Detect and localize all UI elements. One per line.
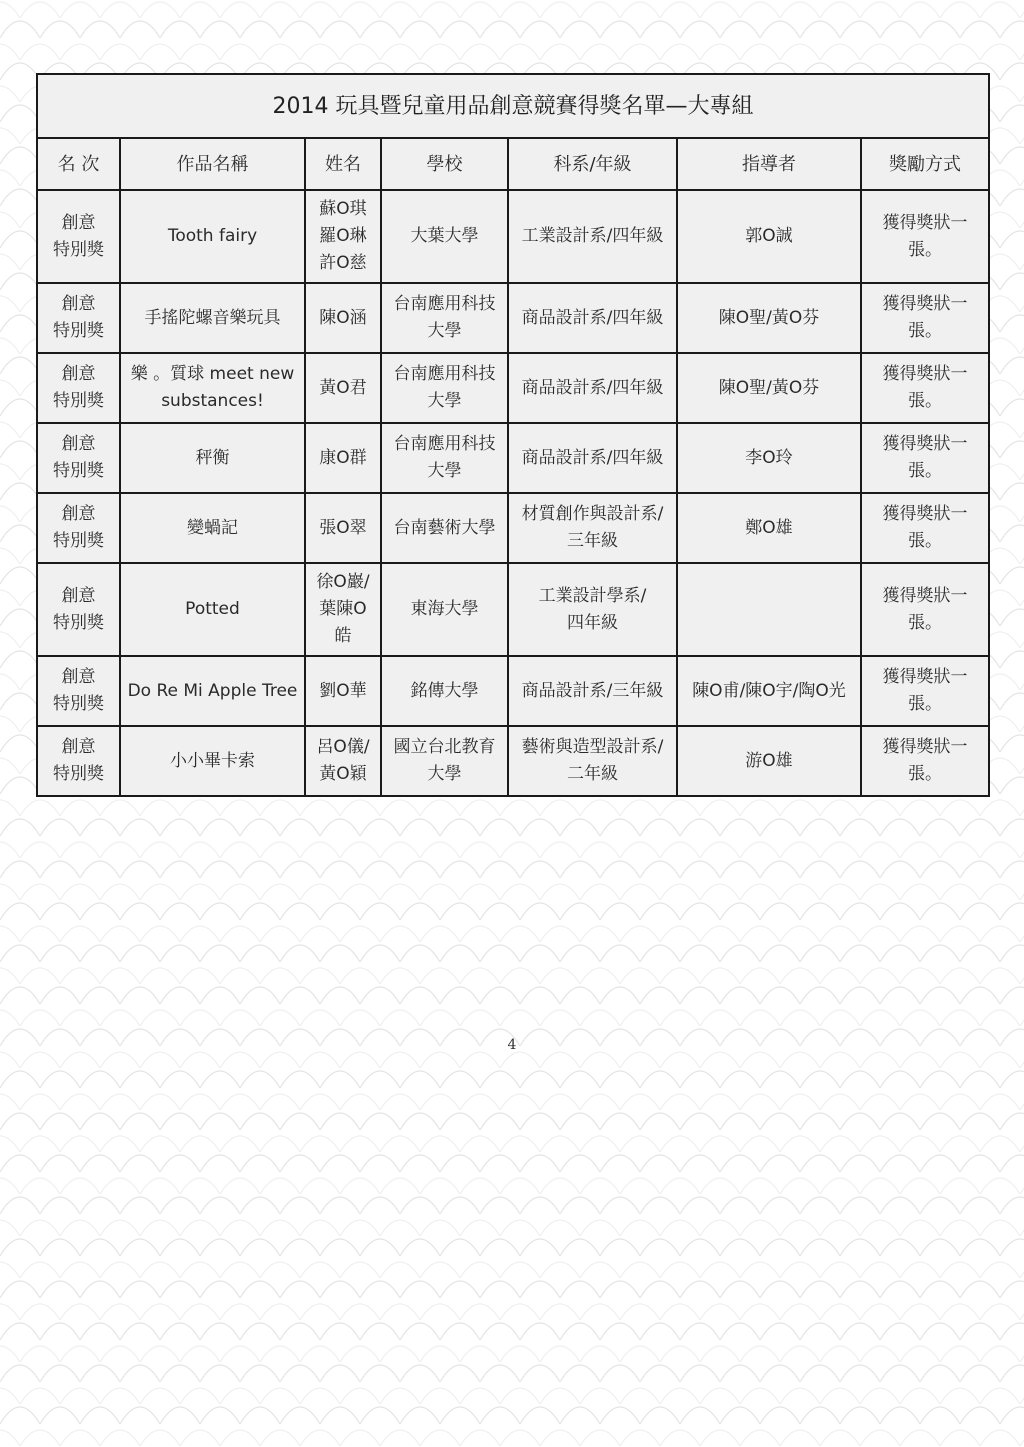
department-cell: 商品設計系/四年級 (508, 353, 677, 423)
header-name: 姓名 (305, 138, 381, 190)
advisor-cell: 鄭O雄 (677, 493, 861, 563)
rank-cell: 創意 特別獎 (37, 353, 120, 423)
reward-cell: 獲得獎狀一 張。 (861, 563, 989, 656)
reward-cell: 獲得獎狀一 張。 (861, 283, 989, 353)
advisor-cell: 陳O聖/黃O芬 (677, 283, 861, 353)
header-work: 作品名稱 (120, 138, 305, 190)
rank-cell: 創意 特別獎 (37, 656, 120, 726)
department-cell: 工業設計系/四年級 (508, 190, 677, 283)
school-cell: 銘傳大學 (381, 656, 508, 726)
reward-cell: 獲得獎狀一 張。 (861, 493, 989, 563)
work-title-cell: 秤衡 (120, 423, 305, 493)
student-name-cell: 陳O涵 (305, 283, 381, 353)
department-cell: 藝術與造型設計系/ 二年級 (508, 726, 677, 796)
department-cell: 材質創作與設計系/ 三年級 (508, 493, 677, 563)
header-department: 科系/年級 (508, 138, 677, 190)
department-cell: 商品設計系/四年級 (508, 283, 677, 353)
header-advisor: 指導者 (677, 138, 861, 190)
advisor-cell: 郭O誠 (677, 190, 861, 283)
table-row (37, 493, 989, 563)
advisor-cell (677, 563, 861, 656)
school-cell: 東海大學 (381, 563, 508, 656)
reward-cell: 獲得獎狀一 張。 (861, 353, 989, 423)
student-name-cell: 張O翠 (305, 493, 381, 563)
work-title-cell: Tooth fairy (120, 190, 305, 283)
reward-cell: 獲得獎狀一 張。 (861, 726, 989, 796)
advisor-cell: 游O雄 (677, 726, 861, 796)
table-row (37, 656, 989, 726)
header-row (37, 138, 989, 190)
work-title-cell: 樂 。質球 meet new substances! (120, 353, 305, 423)
student-name-cell: 康O群 (305, 423, 381, 493)
header-school: 學校 (381, 138, 508, 190)
page-number: 4 (507, 1037, 517, 1053)
student-name-cell: 劉O華 (305, 656, 381, 726)
reward-cell: 獲得獎狀一 張。 (861, 423, 989, 493)
school-cell: 台南應用科技 大學 (381, 283, 508, 353)
table-row (37, 563, 989, 656)
advisor-cell: 李O玲 (677, 423, 861, 493)
school-cell: 台南藝術大學 (381, 493, 508, 563)
header-rank: 名 次 (37, 138, 120, 190)
rank-cell: 創意 特別獎 (37, 283, 120, 353)
reward-cell: 獲得獎狀一 張。 (861, 190, 989, 283)
student-name-cell: 呂O儀/ 黃O穎 (305, 726, 381, 796)
advisor-cell: 陳O聖/黃O芬 (677, 353, 861, 423)
work-title-cell: Do Re Mi Apple Tree (120, 656, 305, 726)
table-row (37, 353, 989, 423)
rank-cell: 創意 特別獎 (37, 423, 120, 493)
work-title-cell: Potted (120, 563, 305, 656)
award-table (36, 73, 990, 797)
header-reward: 獎勵方式 (861, 138, 989, 190)
table-row (37, 283, 989, 353)
table-title: 2014 玩具暨兒童用品創意競賽得獎名單—大專組 (37, 74, 989, 138)
rank-cell: 創意 特別獎 (37, 563, 120, 656)
table-row (37, 423, 989, 493)
school-cell: 國立台北教育 大學 (381, 726, 508, 796)
reward-cell: 獲得獎狀一 張。 (861, 656, 989, 726)
department-cell: 工業設計學系/ 四年級 (508, 563, 677, 656)
rank-cell: 創意 特別獎 (37, 190, 120, 283)
rank-cell: 創意 特別獎 (37, 726, 120, 796)
advisor-cell: 陳O甫/陳O宇/陶O光 (677, 656, 861, 726)
school-cell: 大葉大學 (381, 190, 508, 283)
department-cell: 商品設計系/四年級 (508, 423, 677, 493)
department-cell: 商品設計系/三年級 (508, 656, 677, 726)
student-name-cell: 蘇O琪 羅O琳 許O慈 (305, 190, 381, 283)
table-row (37, 726, 989, 796)
student-name-cell: 黃O君 (305, 353, 381, 423)
school-cell: 台南應用科技 大學 (381, 353, 508, 423)
rank-cell: 創意 特別獎 (37, 493, 120, 563)
school-cell: 台南應用科技 大學 (381, 423, 508, 493)
work-title-cell: 小小畢卡索 (120, 726, 305, 796)
work-title-cell: 變蝸記 (120, 493, 305, 563)
table-row (37, 190, 989, 283)
work-title-cell: 手搖陀螺音樂玩具 (120, 283, 305, 353)
student-name-cell: 徐O巖/ 葉陳O 皓 (305, 563, 381, 656)
